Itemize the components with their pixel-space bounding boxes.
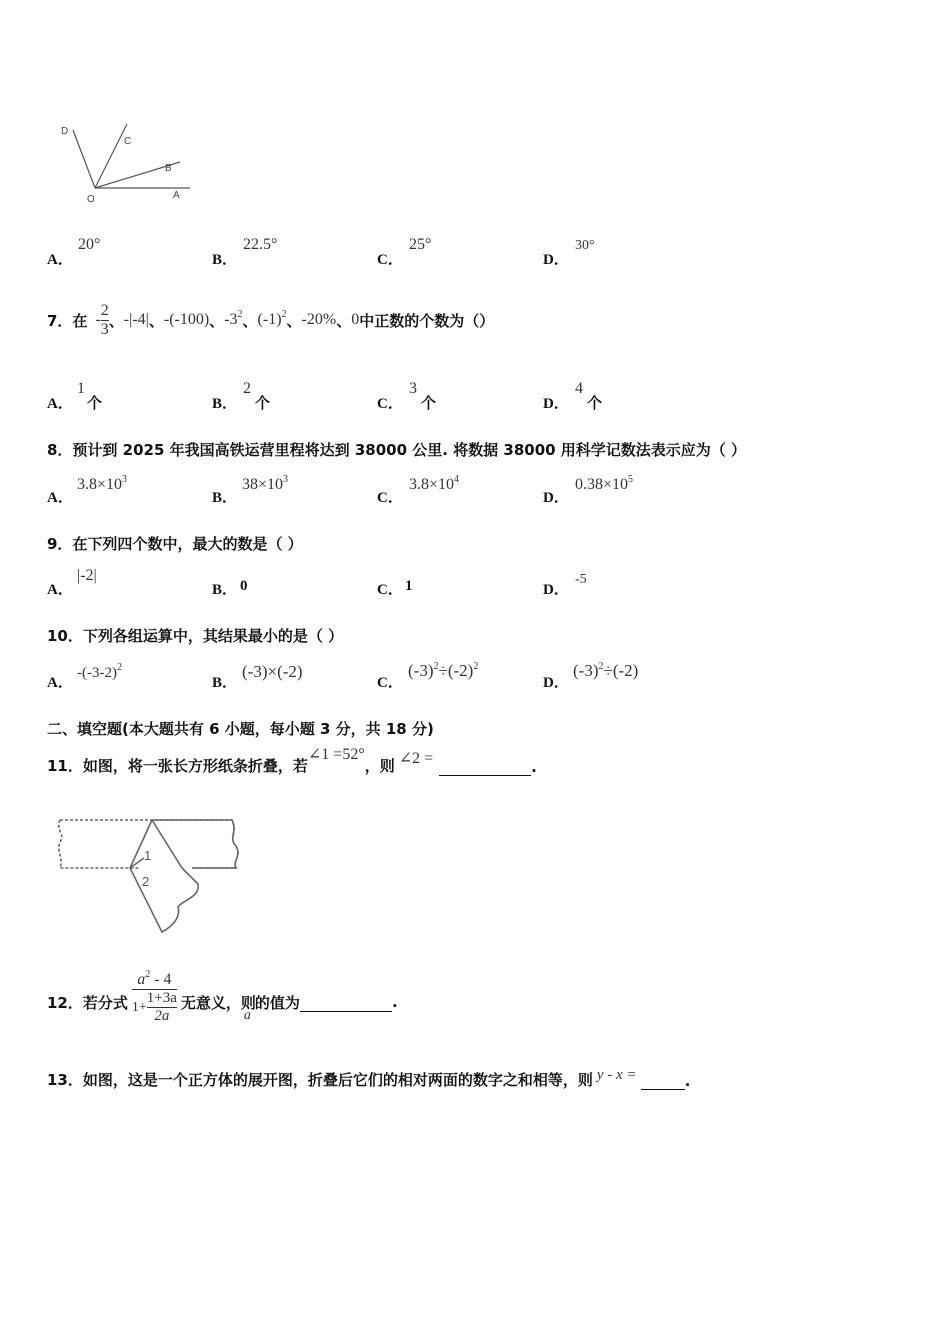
option-label: C． [377,582,403,598]
option-label: D． [543,396,569,412]
point-label-a: A [173,190,180,201]
compound-fraction: $a^2 - 4$ 1+ $\frac{1+3a}{2a}$ [131,969,177,1024]
point-label-o: O [87,194,95,205]
option-value: |-2| [77,567,97,584]
question-text: 中正数的个数为（） [359,311,495,330]
option-value: 0 [240,578,248,594]
point-label-c: C [124,136,132,147]
angle-label-2: 2 [142,874,150,889]
question-10: 10．下列各组运算中，其结果最小的是（ ） [47,627,344,645]
option-value: 30° [575,238,595,253]
option-value: 2 [243,380,251,397]
answer-blank[interactable] [300,993,392,1012]
option-label: C． [377,396,403,412]
option-label: D． [543,582,569,598]
option-label: A． [47,490,73,506]
point-label-d: D [61,126,69,137]
fold-figure [52,812,247,940]
option-value: 1 [77,380,85,397]
point-label-b: B [165,163,172,174]
question-11: 11．如图，将一张长方形纸条折叠，若 ∠1 =52° ，则 ∠2 = . [47,746,537,776]
angle-figure [55,118,195,208]
option-label: B． [212,252,238,268]
option-value: 4 [575,380,583,397]
section-title: 二、填空题(本大题共有 6 小题，每小题 3 分，共 18 分) [47,720,434,738]
option-unit: 个 [255,394,271,412]
option-value: -5 [575,572,587,587]
option-unit: 个 [587,394,603,412]
option-value: 3 [409,380,417,397]
option-value: 22.5° [243,236,278,253]
answer-blank[interactable] [439,757,531,776]
question-8: 8．预计到 2025 年我国高铁运营里程将达到 38000 公里. 将数据 38000 用科学记数法表示应为（ ） [47,441,747,459]
option-label: A． [47,252,73,268]
option-label: A． [47,396,73,412]
fraction: $\frac{2}{3}$ [100,301,109,338]
option-label: B． [212,582,238,598]
option-label: A． [47,582,73,598]
option-label: D． [543,252,569,268]
question-12: 12．若分式 $a^2 - 4$ 1+ $\frac{1+3a}{2a}$ 无意义，则 a 的值为 . [47,969,398,1024]
question-number: 7．在 [47,311,88,330]
option-label: B． [212,675,238,691]
option-value: 1 [405,578,413,594]
option-label: B． [212,396,238,412]
option-unit: 个 [87,394,103,412]
angle-label-1: 1 [144,848,152,863]
option-value: 20° [78,236,101,253]
option-label: B． [212,490,238,506]
option-label: C． [377,490,403,506]
question-9: 9．在下列四个数中，最大的数是（ ） [47,535,303,553]
option-label: C． [377,675,403,691]
option-unit: 个 [421,394,437,412]
option-label: D． [543,490,569,506]
question-7: 7．在 - $\frac{2}{3}$ 、 -|-4| 、 -(-100) 、 $-3^2$ 、 $(-1)^2$ 、 -20% 、 0 中正数的个数为（） [47,301,495,338]
option-value: 25° [409,236,432,253]
question-13: 13．如图，这是一个正方体的展开图，折叠后它们的相对两面的数字之和相等，则 y - x = . [47,1067,691,1090]
option-label: C． [377,252,403,268]
option-label: D． [543,675,569,691]
option-label: A． [47,675,73,691]
answer-blank[interactable] [641,1073,685,1090]
